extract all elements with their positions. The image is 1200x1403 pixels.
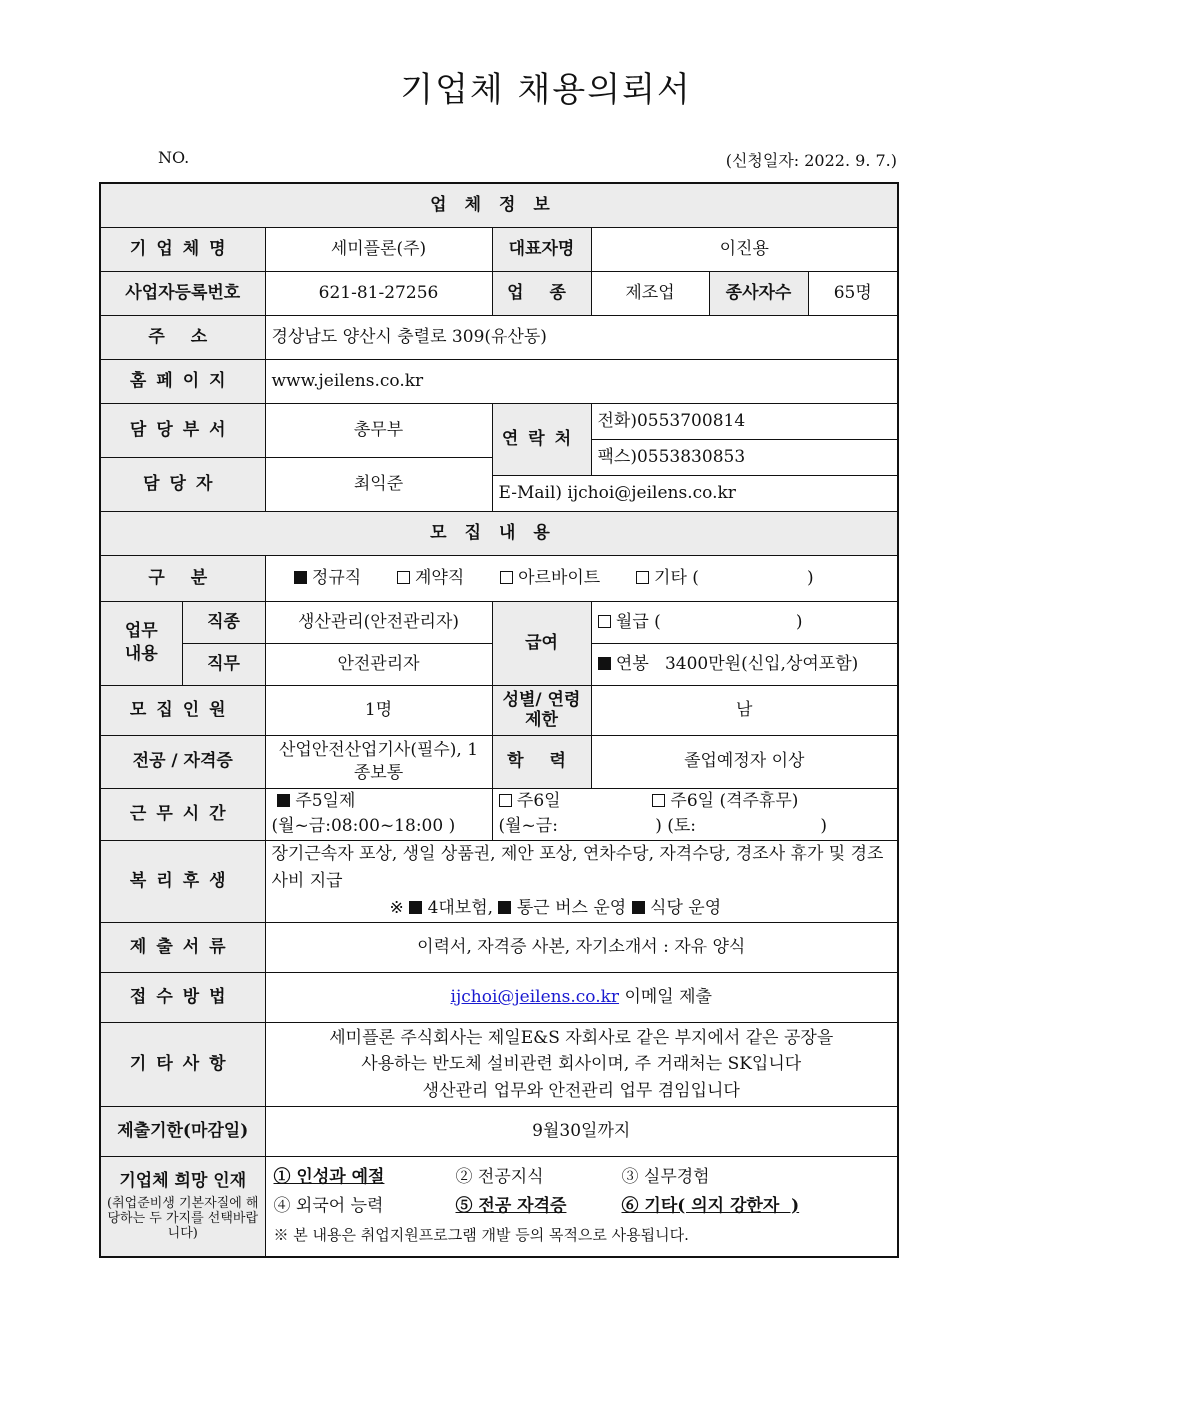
duty: 안전관리자 [265, 643, 492, 685]
dept: 총무부 [265, 403, 492, 457]
checkbox-icon [652, 794, 665, 807]
salary-yearly [591, 643, 898, 685]
contact-phone: 전화)0553700814 [591, 403, 898, 439]
welfare-text: 장기근속자 포상, 생일 상품권, 제안 포상, 연차수당, 자격수당, 경조사 휴가 및 경조사비 지급 [271, 843, 884, 891]
employees: 65명 [808, 271, 898, 315]
type-option-contract: 계약직 [415, 567, 465, 588]
docs-label: 제출서류 [100, 923, 265, 973]
deadline-label: 제출기한(마감일) [100, 1107, 265, 1157]
salary-label: 급여 [492, 601, 591, 685]
work-content-label [100, 601, 182, 685]
salary-monthly-text: 월급 ( ) [615, 611, 803, 632]
checkbox-checked-icon [498, 901, 511, 914]
major-label: 전공 / 자격증 [100, 735, 265, 788]
checkbox-checked-icon [277, 794, 290, 807]
company-name-label: 기업체명 [100, 227, 265, 271]
wish-option-5: ⑤ 전공 자격증 [455, 1195, 567, 1216]
homepage-label: 홈페이지 [100, 359, 265, 403]
salary-monthly [591, 601, 898, 643]
ceo-label: 대표자명 [492, 227, 591, 271]
job-kind: 생산관리(안전관리자) [265, 601, 492, 643]
count-label: 모집인원 [100, 685, 265, 735]
checkbox-checked-icon [632, 901, 645, 914]
apply-date: (신청일자: 2022. 9. 7.) [725, 151, 897, 170]
wish-label-cell [100, 1157, 265, 1257]
apply-method [265, 973, 898, 1023]
gender: 남 [591, 685, 898, 735]
documents: 이력서, 자격증 사본, 자기소개서 : 자유 양식 [265, 923, 898, 973]
welfare-item-cafeteria: 식당 운영 [650, 897, 722, 918]
edu-label: 학 력 [492, 735, 591, 788]
section-company-info: 업체정보 [100, 183, 898, 227]
etc-line-2: 사용하는 반도체 설비관련 회사이며, 주 거래처는 SK입니다 [361, 1054, 802, 1075]
type-option-fulltime: 정규직 [311, 567, 362, 588]
gender-label: 성별/ 연령제한 [492, 685, 591, 735]
deadline: 9월30일까지 [265, 1107, 898, 1157]
etc-notes [265, 1023, 898, 1107]
bizno-label: 사업자등록번호 [100, 271, 265, 315]
wish-option-3: ③ 실무경험 [621, 1166, 710, 1187]
etc-label: 기타사항 [100, 1023, 265, 1107]
wish-option-4: ④ 외국어 능력 [273, 1195, 384, 1216]
work-label-line1: 업무 [124, 621, 158, 642]
dept-label: 담당부서 [100, 403, 265, 457]
hours-label: 근무시간 [100, 788, 265, 840]
person-name: 최익준 [265, 457, 492, 511]
checkbox-checked-icon [598, 657, 611, 670]
welfare-label: 복리후생 [100, 840, 265, 923]
apply-email-link[interactable]: ijchoi@jeilens.co.kr [450, 987, 620, 1008]
contact-fax: 팩스)0553830853 [591, 439, 898, 475]
hours-option-6day [492, 788, 898, 840]
welfare [265, 840, 898, 923]
job-kind-label: 직종 [182, 601, 265, 643]
hours-option-5day [265, 788, 492, 840]
wish-option-1: ① 인성과 예절 [273, 1166, 385, 1187]
method-label: 접수방법 [100, 973, 265, 1023]
salary-yearly-text: 연봉 3400만원(신입,상여포함) [615, 653, 859, 674]
checkbox-checked-icon [294, 571, 307, 584]
contact-email: E-Mail) ijchoi@jeilens.co.kr [492, 475, 898, 511]
homepage: www.jeilens.co.kr [265, 359, 898, 403]
etc-line-3: 생산관리 업무와 안전관리 업무 겸임입니다 [422, 1080, 740, 1101]
wish-label: 기업체 희망 인재 [119, 1171, 247, 1192]
welfare-item-bus: 통근 버스 운영 [516, 897, 627, 918]
document-number-label: NO. [158, 148, 190, 167]
employees-label: 종사자수 [709, 271, 808, 315]
checkbox-icon [500, 571, 513, 584]
company-name: 세미플론(주) [265, 227, 492, 271]
hours-5day-detail: (월~금:08:00~18:00 ) [271, 816, 456, 836]
duty-label: 직무 [182, 643, 265, 685]
wish-options [265, 1157, 898, 1257]
type-option-other: 기타 ( ) [654, 567, 814, 588]
industry: 제조업 [591, 271, 709, 315]
industry-label: 업 종 [492, 271, 591, 315]
type-label: 구 분 [100, 555, 265, 601]
work-label-line2: 내용 [124, 644, 158, 664]
type-option-parttime: 아르바이트 [518, 567, 601, 588]
checkbox-icon [598, 615, 611, 628]
person-label: 담당자 [100, 457, 265, 511]
wish-sublabel: (취업준비생 기본자질에 해당하는 두 가지를 선택바랍니다) [107, 1196, 259, 1242]
hours-5day-label: 주5일제 [295, 790, 356, 811]
checkbox-checked-icon [409, 901, 422, 914]
wish-note: ※ 본 내용은 취업지원프로그램 개발 등의 목적으로 사용됩니다. [273, 1225, 689, 1244]
employment-type-options [265, 555, 898, 601]
contact-label: 연락처 [492, 403, 591, 475]
checkbox-icon [397, 571, 410, 584]
etc-line-1: 세미플론 주식회사는 제일E&S 자회사로 같은 부지에서 같은 공장을 [329, 1028, 834, 1049]
hours-6day-label: 주6일 [516, 790, 561, 811]
hours-6day-alt-label: 주6일 (격주휴무) [670, 790, 799, 811]
welfare-note-mark: ※ [389, 897, 404, 918]
welfare-item-insurance: 4대보험, [427, 897, 494, 918]
address: 경상남도 양산시 충렬로 309(유산동) [265, 315, 898, 359]
wish-option-2: ② 전공지식 [455, 1166, 544, 1187]
major: 산업안전산업기사(필수), 1종보통 [265, 735, 492, 788]
recruitment-form-table [99, 182, 899, 1258]
checkbox-icon [636, 571, 649, 584]
address-label: 주 소 [100, 315, 265, 359]
apply-method-text: 이메일 제출 [624, 987, 712, 1008]
hours-6day-detail: (월~금: ) (토: ) [498, 816, 827, 836]
recruit-count: 1명 [265, 685, 492, 735]
education: 졸업예정자 이상 [591, 735, 898, 788]
ceo-name: 이진용 [591, 227, 898, 271]
section-recruit-info: 모집내용 [100, 511, 898, 555]
document-title: 기업체 채용의뢰서 [400, 70, 692, 110]
bizno: 621-81-27256 [265, 271, 492, 315]
checkbox-icon [499, 794, 512, 807]
wish-option-6: ⑥ 기타( 의지 강한자 ) [621, 1195, 800, 1216]
